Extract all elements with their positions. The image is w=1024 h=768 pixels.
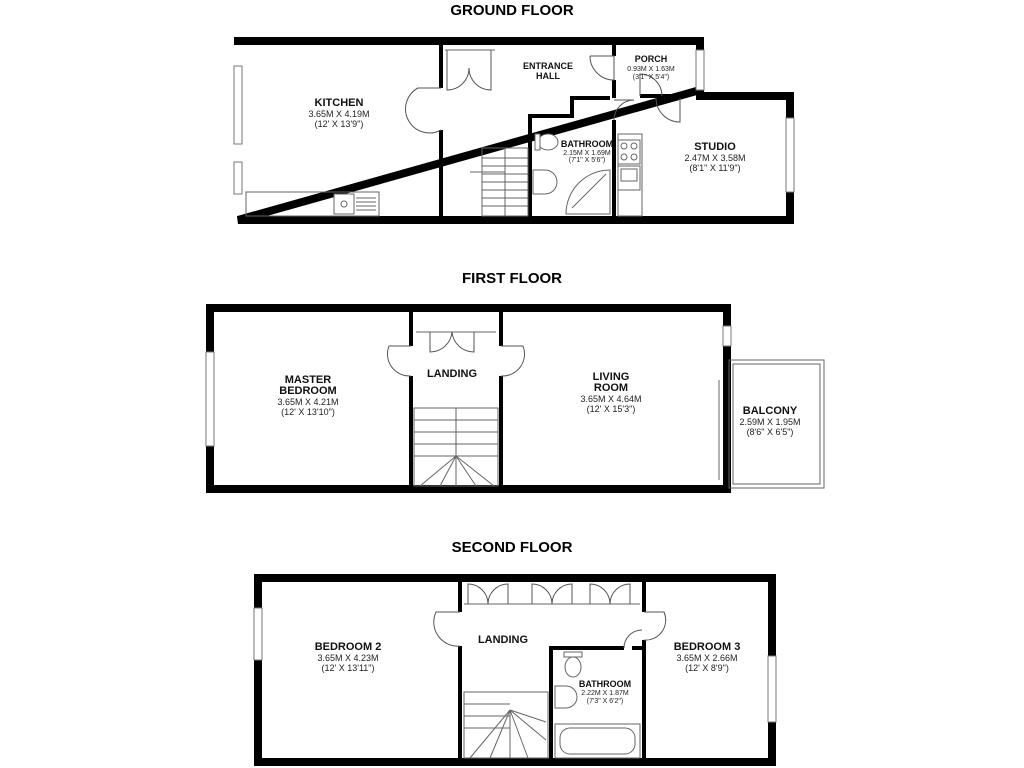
second-bathroom-metric: 2.22M X 1.87M [581, 690, 629, 697]
master-bedroom-imperial: (12' X 13'10") [281, 407, 335, 417]
ground-stairs [470, 148, 528, 216]
second-bathroom-toilet [565, 657, 581, 677]
master-bedroom-window [206, 352, 214, 446]
ground-floor [234, 2, 794, 220]
kitchen-label: KITCHEN [314, 97, 364, 109]
second-bathroom-toilet-cistern [564, 652, 582, 657]
kitchen-metric: 3.65M X 4.19M [308, 109, 370, 119]
porch-window [696, 50, 704, 90]
ground-bathroom-label: BATHROOM [560, 139, 614, 149]
bedroom3-metric: 3.65M X 2.66M [676, 653, 738, 663]
living-room-metric: 3.65M X 4.64M [580, 394, 642, 404]
first-floor [206, 270, 824, 489]
second-floor-title: SECOND FLOOR [451, 539, 573, 556]
ground-bathroom-metric: 2.15M X 1.69M [563, 150, 611, 157]
ground-floor-title: GROUND FLOOR [450, 2, 574, 19]
master-bedroom-door [387, 346, 411, 376]
landing-wardrobe-door-3 [532, 584, 552, 604]
studio-label: STUDIO [694, 141, 736, 153]
ground-floor-outer-wall [238, 41, 790, 220]
master-bedroom-label-1: MASTER [284, 374, 332, 386]
bedroom2-window [254, 608, 262, 660]
bathroom-toilet [538, 134, 558, 150]
landing-cupboard-door-right [452, 332, 474, 352]
ground-bathroom-imperial: (7'1" X 5'6") [568, 157, 606, 164]
bathroom-toilet-cistern [535, 134, 540, 150]
kitchen-window-left-lower [234, 162, 242, 194]
living-room-label-2: ROOM [593, 382, 629, 394]
landing-wardrobe-door-5 [590, 584, 610, 604]
balcony-label: BALCONY [742, 405, 798, 417]
master-bedroom-label-2: BEDROOM [279, 385, 337, 397]
porch-metric: 0.93M X 1.63M [627, 66, 675, 73]
entrance-hall-label-1: ENTRANCE [522, 61, 574, 71]
entrance-hall-label-2: HALL [536, 71, 560, 81]
master-bedroom-metric: 3.65M X 4.21M [277, 397, 339, 407]
second-floor [254, 539, 776, 762]
studio-window [786, 118, 794, 192]
first-stairs [414, 408, 498, 486]
bedroom3-door [644, 612, 666, 640]
hall-cupboard-door-right [469, 50, 491, 90]
living-room-door [501, 346, 525, 376]
living-room-imperial: (12' X 15'3") [586, 404, 636, 414]
bedroom2-label: BEDROOM 2 [314, 641, 382, 653]
landing-wardrobe-door-1 [468, 584, 488, 604]
bathroom-basin [533, 170, 557, 194]
bedroom2-imperial: (12' X 13'11") [321, 663, 375, 673]
balcony-metric: 2.59M X 1.95M [739, 417, 801, 427]
second-bathroom-imperial: (7'3" X 6'2") [586, 698, 624, 705]
bedroom3-imperial: (12' X 8'9") [685, 663, 729, 673]
landing-cupboard-door-left [430, 332, 452, 352]
porch-imperial: (3'1" X 5'4") [632, 74, 670, 81]
kitchen-imperial: (12' X 13'9") [314, 119, 364, 129]
bedroom2-door [434, 612, 460, 646]
kitchen-sink-drain [341, 201, 347, 207]
landing-wardrobe-door-4 [552, 584, 572, 604]
kitchen-window-left [234, 66, 242, 144]
balcony-imperial: (8'6" X 6'5") [746, 427, 794, 437]
first-landing-label: LANDING [426, 368, 478, 380]
porch-label: PORCH [634, 54, 668, 64]
bedroom3-window [768, 656, 776, 722]
second-bathroom-label: BATHROOM [578, 679, 632, 689]
studio-metric: 2.47M X 3.58M [684, 153, 746, 163]
bedroom2-metric: 3.65M X 4.23M [317, 653, 379, 663]
landing-wardrobe-door-2 [488, 584, 508, 604]
second-bathroom-door [624, 630, 642, 648]
living-room-label-1: LIVING [592, 371, 630, 383]
first-floor-title: FIRST FLOOR [462, 270, 562, 287]
kitchen-door [406, 88, 441, 133]
second-stairs [464, 692, 548, 758]
studio-imperial: (8'1" X 11'9") [689, 163, 741, 173]
bedroom3-label: BEDROOM 3 [673, 641, 741, 653]
hall-cupboard-door-left [447, 50, 469, 90]
studio-hob [618, 140, 640, 164]
porch-front-door [590, 56, 614, 80]
living-room-window [723, 326, 731, 346]
second-landing-label: LANDING [477, 634, 529, 646]
landing-wardrobe-door-6 [610, 584, 630, 604]
second-bathroom-basin [555, 686, 577, 708]
